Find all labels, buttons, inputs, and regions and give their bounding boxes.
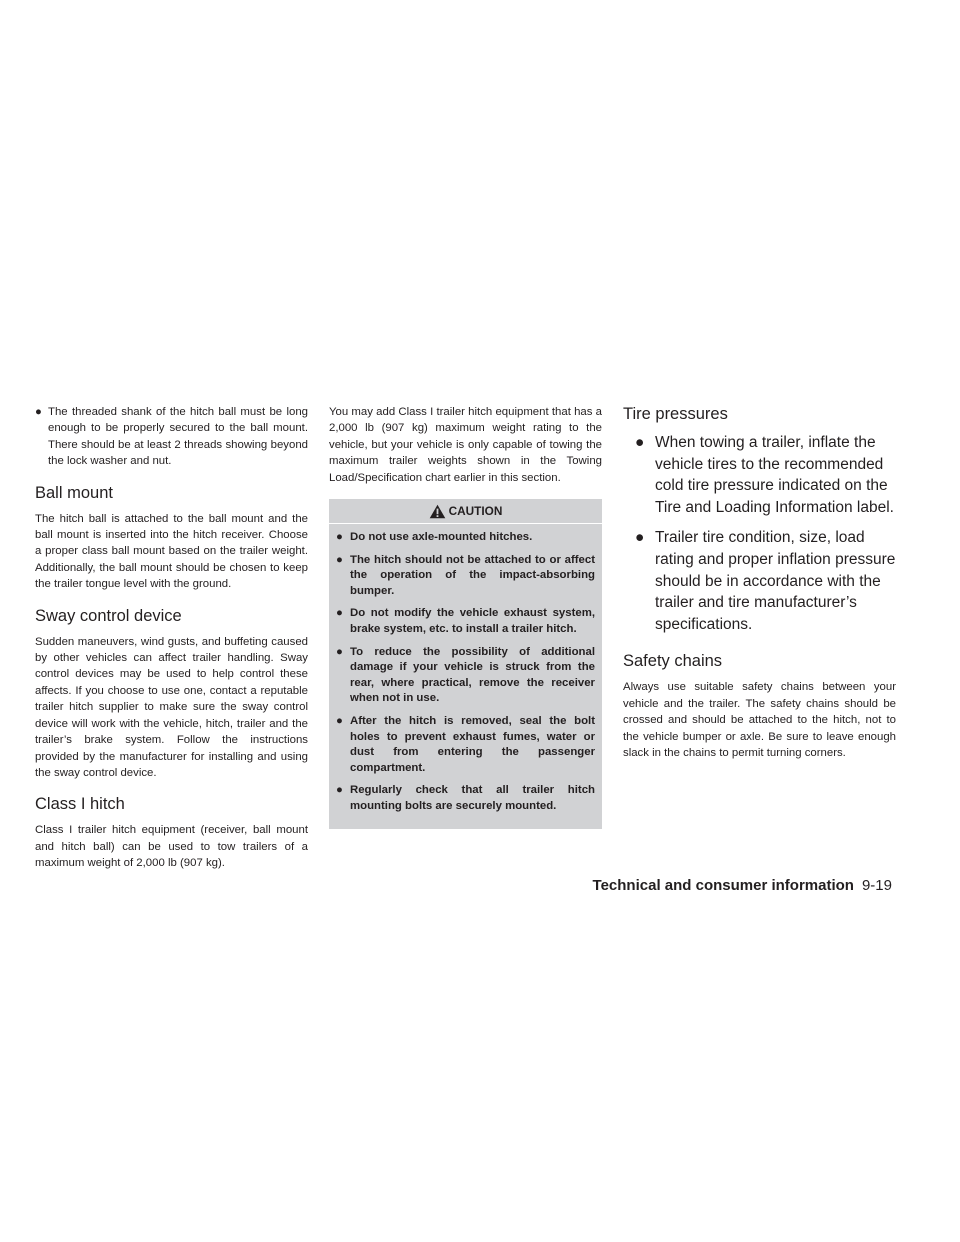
caution-item [336, 714, 595, 776]
hitch-ball-bullet [35, 404, 308, 470]
page-number: 9-19 [861, 877, 892, 894]
bullet-dot: ● [336, 784, 343, 797]
warning-triangle-icon [429, 503, 446, 527]
caution-header [329, 499, 602, 524]
caution-list [329, 524, 602, 815]
tire-bullet-text: When towing a trailer, inflate the vehicle tires to the recommended cold tire pressure indicated on the Tire and Loading Information label. [655, 434, 894, 516]
footer-section-title: Technical and consumer information [592, 877, 854, 894]
bullet-dot: ● [635, 434, 645, 451]
bullet-dot: ● [336, 553, 343, 566]
ball-mount-heading: Ball mount [35, 483, 113, 502]
caution-item-text: The hitch should not be attached to or affect the operation of the impact-absorbing bumper. [350, 553, 595, 597]
class-i-hitch-heading: Class I hitch [35, 795, 125, 814]
tire-pressures-heading: Tire pressures [623, 405, 728, 423]
safety-chains-heading: Safety chains [623, 652, 723, 671]
middle-column [329, 404, 602, 829]
caution-item-text: Do not modify the vehicle exhaust system, brake system, etc. to install a trailer hitch. [350, 607, 595, 635]
bullet-dot: ● [35, 406, 42, 418]
ball-mount-text: The hitch ball is attached to the ball mount and the ball mount is inserted into the hitch receiver. Choose a proper class ball mount based on the trailer weight. Additionally, the ball mount should be chosen to keep the trailer tongue level with the ground. [35, 512, 308, 591]
caution-item-text: Do not use axle-mounted hitches. [350, 531, 533, 544]
caution-item-text: Regularly check that all trailer hitch mounting bolts are securely mounted. [350, 784, 595, 812]
tire-bullet [623, 432, 896, 518]
bullet-dot: ● [635, 529, 645, 547]
caution-item [336, 645, 595, 707]
left-column [35, 404, 308, 872]
caution-item [336, 783, 595, 814]
caution-item [336, 553, 595, 600]
caution-item-text: After the hitch is removed, seal the bolt holes to prevent exhaust fumes, water or dust from entering the passenger compartment. [350, 714, 595, 774]
caution-item-text: To reduce the possibility of additional damage if your vehicle is struck from the rear, where practical, remove the receiver when not in use. [350, 645, 595, 705]
sway-control-heading: Sway control device [35, 606, 182, 625]
tire-bullet-text: Trailer tire condition, size, load rating and proper inflation pressure should be in accordance with the trailer and tire manufacturer’s specifications. [655, 529, 896, 633]
bullet-dot: ● [336, 714, 343, 727]
sway-control-text: Sudden maneuvers, wind gusts, and buffeting caused by other vehicles can affect trailer handling. Sway control devices may be used to help control these affects. If you choose to use one, contact a reputable trailer hitch supplier to make sure the sway control device will work with the vehicle, hitch, trailer and the trailer’s brake system. Follow the instructions provided by the manufacturer for installing and using the sway control device. [35, 635, 308, 779]
safety-chains-text: Always use suitable safety chains between your vehicle and the trailer. The safety chains should be crossed and should be attached to the hitch, not to the vehicle bumper or axle. Be sure to leave enough slack in the chains to permit turning corners. [623, 681, 896, 759]
caution-title: CAUTION [448, 504, 503, 519]
hitch-intro-text: You may add Class I trailer hitch equipment that has a 2,000 lb (907 kg) maximum weight rating to the vehicle, but your vehicle is only capable of towing the maximum trailer weights shown in the Towing Load/Specification chart earlier in this section. [329, 406, 602, 484]
class-i-hitch-text: Class I trailer hitch equipment (receiver, ball mount and hitch ball) can be used to tow trailers of a maximum weight of 2,000 lb (907 kg). [35, 824, 308, 870]
bullet-dot: ● [336, 645, 343, 658]
bullet-dot: ● [336, 607, 343, 620]
caution-item [336, 530, 595, 546]
bullet-text: The threaded shank of the hitch ball must be long enough to be properly secured to the ball mount. There should be at least 2 threads showing beyond the lock washer and nut. [48, 406, 308, 468]
tire-bullet [623, 527, 896, 635]
caution-box [329, 499, 602, 829]
bullet-dot: ● [336, 531, 343, 544]
right-column [623, 404, 896, 761]
page-footer [593, 876, 892, 896]
caution-item [336, 606, 595, 637]
